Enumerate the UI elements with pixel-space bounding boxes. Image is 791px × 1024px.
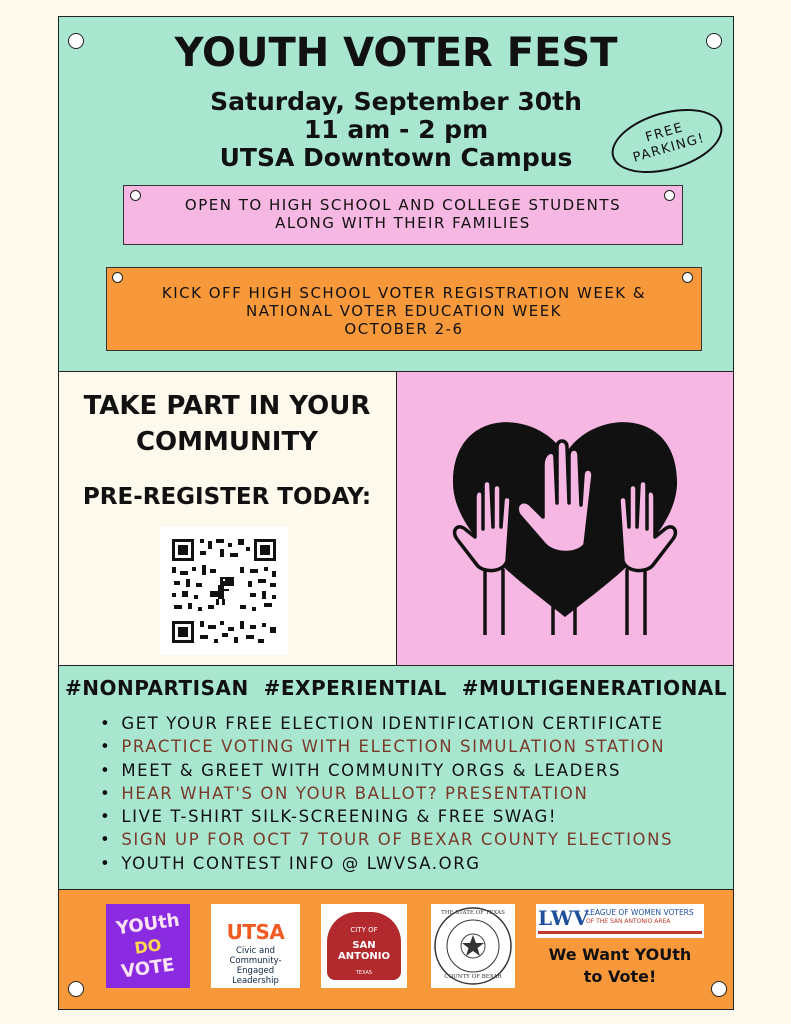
logo-text: Community-Engaged <box>229 956 282 976</box>
logo-text: DO <box>133 935 163 958</box>
league-of-women-voters-logo <box>536 904 704 938</box>
event-date: Saturday, September 30th <box>210 87 582 116</box>
audience-line-1: OPEN TO HIGH SCHOOL AND COLLEGE STUDENTS <box>184 196 622 214</box>
list-item: • YOUTH CONTEST INFO @ LWVSA.ORG <box>100 852 730 875</box>
hashtags: #NONPARTISAN #EXPERIENTIAL #MULTIGENERATIONAL <box>64 676 728 700</box>
grommet-icon <box>130 190 141 201</box>
logo-text: LWV <box>538 906 589 930</box>
youth-do-vote-logo <box>106 904 190 988</box>
event-title: YOUTH VOTER FEST <box>174 30 618 76</box>
logo-text: Leadership <box>232 976 279 986</box>
logo-text: Civic and <box>235 946 276 956</box>
logo-text: SAN ANTONIO <box>337 940 391 962</box>
grommet-icon <box>68 981 84 997</box>
logo-text: UTSA <box>226 920 285 944</box>
list-item: • LIVE T-SHIRT SILK-SCREENING & FREE SWAG! <box>100 805 730 828</box>
take-part-heading <box>62 388 392 460</box>
tagline <box>536 944 704 988</box>
grommet-icon <box>664 190 675 201</box>
tagline-line-2: to Vote! <box>583 967 657 986</box>
take-part-line-1: TAKE PART IN YOUR <box>83 391 371 421</box>
event-location: UTSA Downtown Campus <box>219 143 573 172</box>
divider <box>538 931 702 934</box>
list-item: • MEET & GREET WITH COMMUNITY ORGS & LEADERS <box>100 759 730 782</box>
logo-text: OF THE SAN ANTONIO AREA <box>586 918 671 925</box>
tagline-line-1: We Want YOUth <box>548 945 692 964</box>
free-parking-badge: FREE PARKING! <box>604 97 730 184</box>
grommet-icon <box>711 981 727 997</box>
kickoff-line-1: KICK OFF HIGH SCHOOL VOTER REGISTRATION WEEK & <box>161 284 647 302</box>
qr-code-icon[interactable] <box>160 527 288 655</box>
utsa-logo <box>211 904 300 988</box>
logo-text: YOUth <box>114 909 181 940</box>
audience-line-2: ALONG WITH THEIR FAMILIES <box>275 214 531 232</box>
logo-text: LEAGUE OF WOMEN VOTERS <box>586 908 694 917</box>
list-item: • SIGN UP FOR OCT 7 TOUR OF BEXAR COUNTY ELECTIONS <box>100 828 730 851</box>
activity-list <box>100 712 730 875</box>
event-time: 11 am - 2 pm <box>303 115 489 144</box>
audience-banner <box>123 185 683 245</box>
logo-text: CITY OF <box>350 926 378 934</box>
list-item: • HEAR WHAT'S ON YOUR BALLOT? PRESENTATION <box>100 782 730 805</box>
logo-text: COUNTY OF BEXAR <box>444 974 502 980</box>
logo-text: VOTE <box>119 954 176 983</box>
logo-text: THE STATE OF TEXAS <box>441 910 505 916</box>
kickoff-line-2: NATIONAL VOTER EDUCATION WEEK <box>245 302 563 320</box>
raised-hands-heart-icon <box>445 405 685 635</box>
list-item: • PRACTICE VOTING WITH ELECTION SIMULATION STATION <box>100 735 730 758</box>
city-of-san-antonio-logo <box>321 904 407 988</box>
grommet-icon <box>112 272 123 283</box>
grommet-icon <box>682 272 693 283</box>
take-part-line-2: COMMUNITY <box>135 427 319 457</box>
kickoff-banner <box>106 267 702 351</box>
kickoff-line-3: OCTOBER 2-6 <box>344 320 464 338</box>
list-item: • GET YOUR FREE ELECTION IDENTIFICATION CERTIFICATE <box>100 712 730 735</box>
preregister-heading: PRE-REGISTER TODAY: <box>82 484 372 510</box>
logo-text: TEXAS <box>355 970 373 976</box>
bexar-county-seal-logo <box>431 904 515 988</box>
